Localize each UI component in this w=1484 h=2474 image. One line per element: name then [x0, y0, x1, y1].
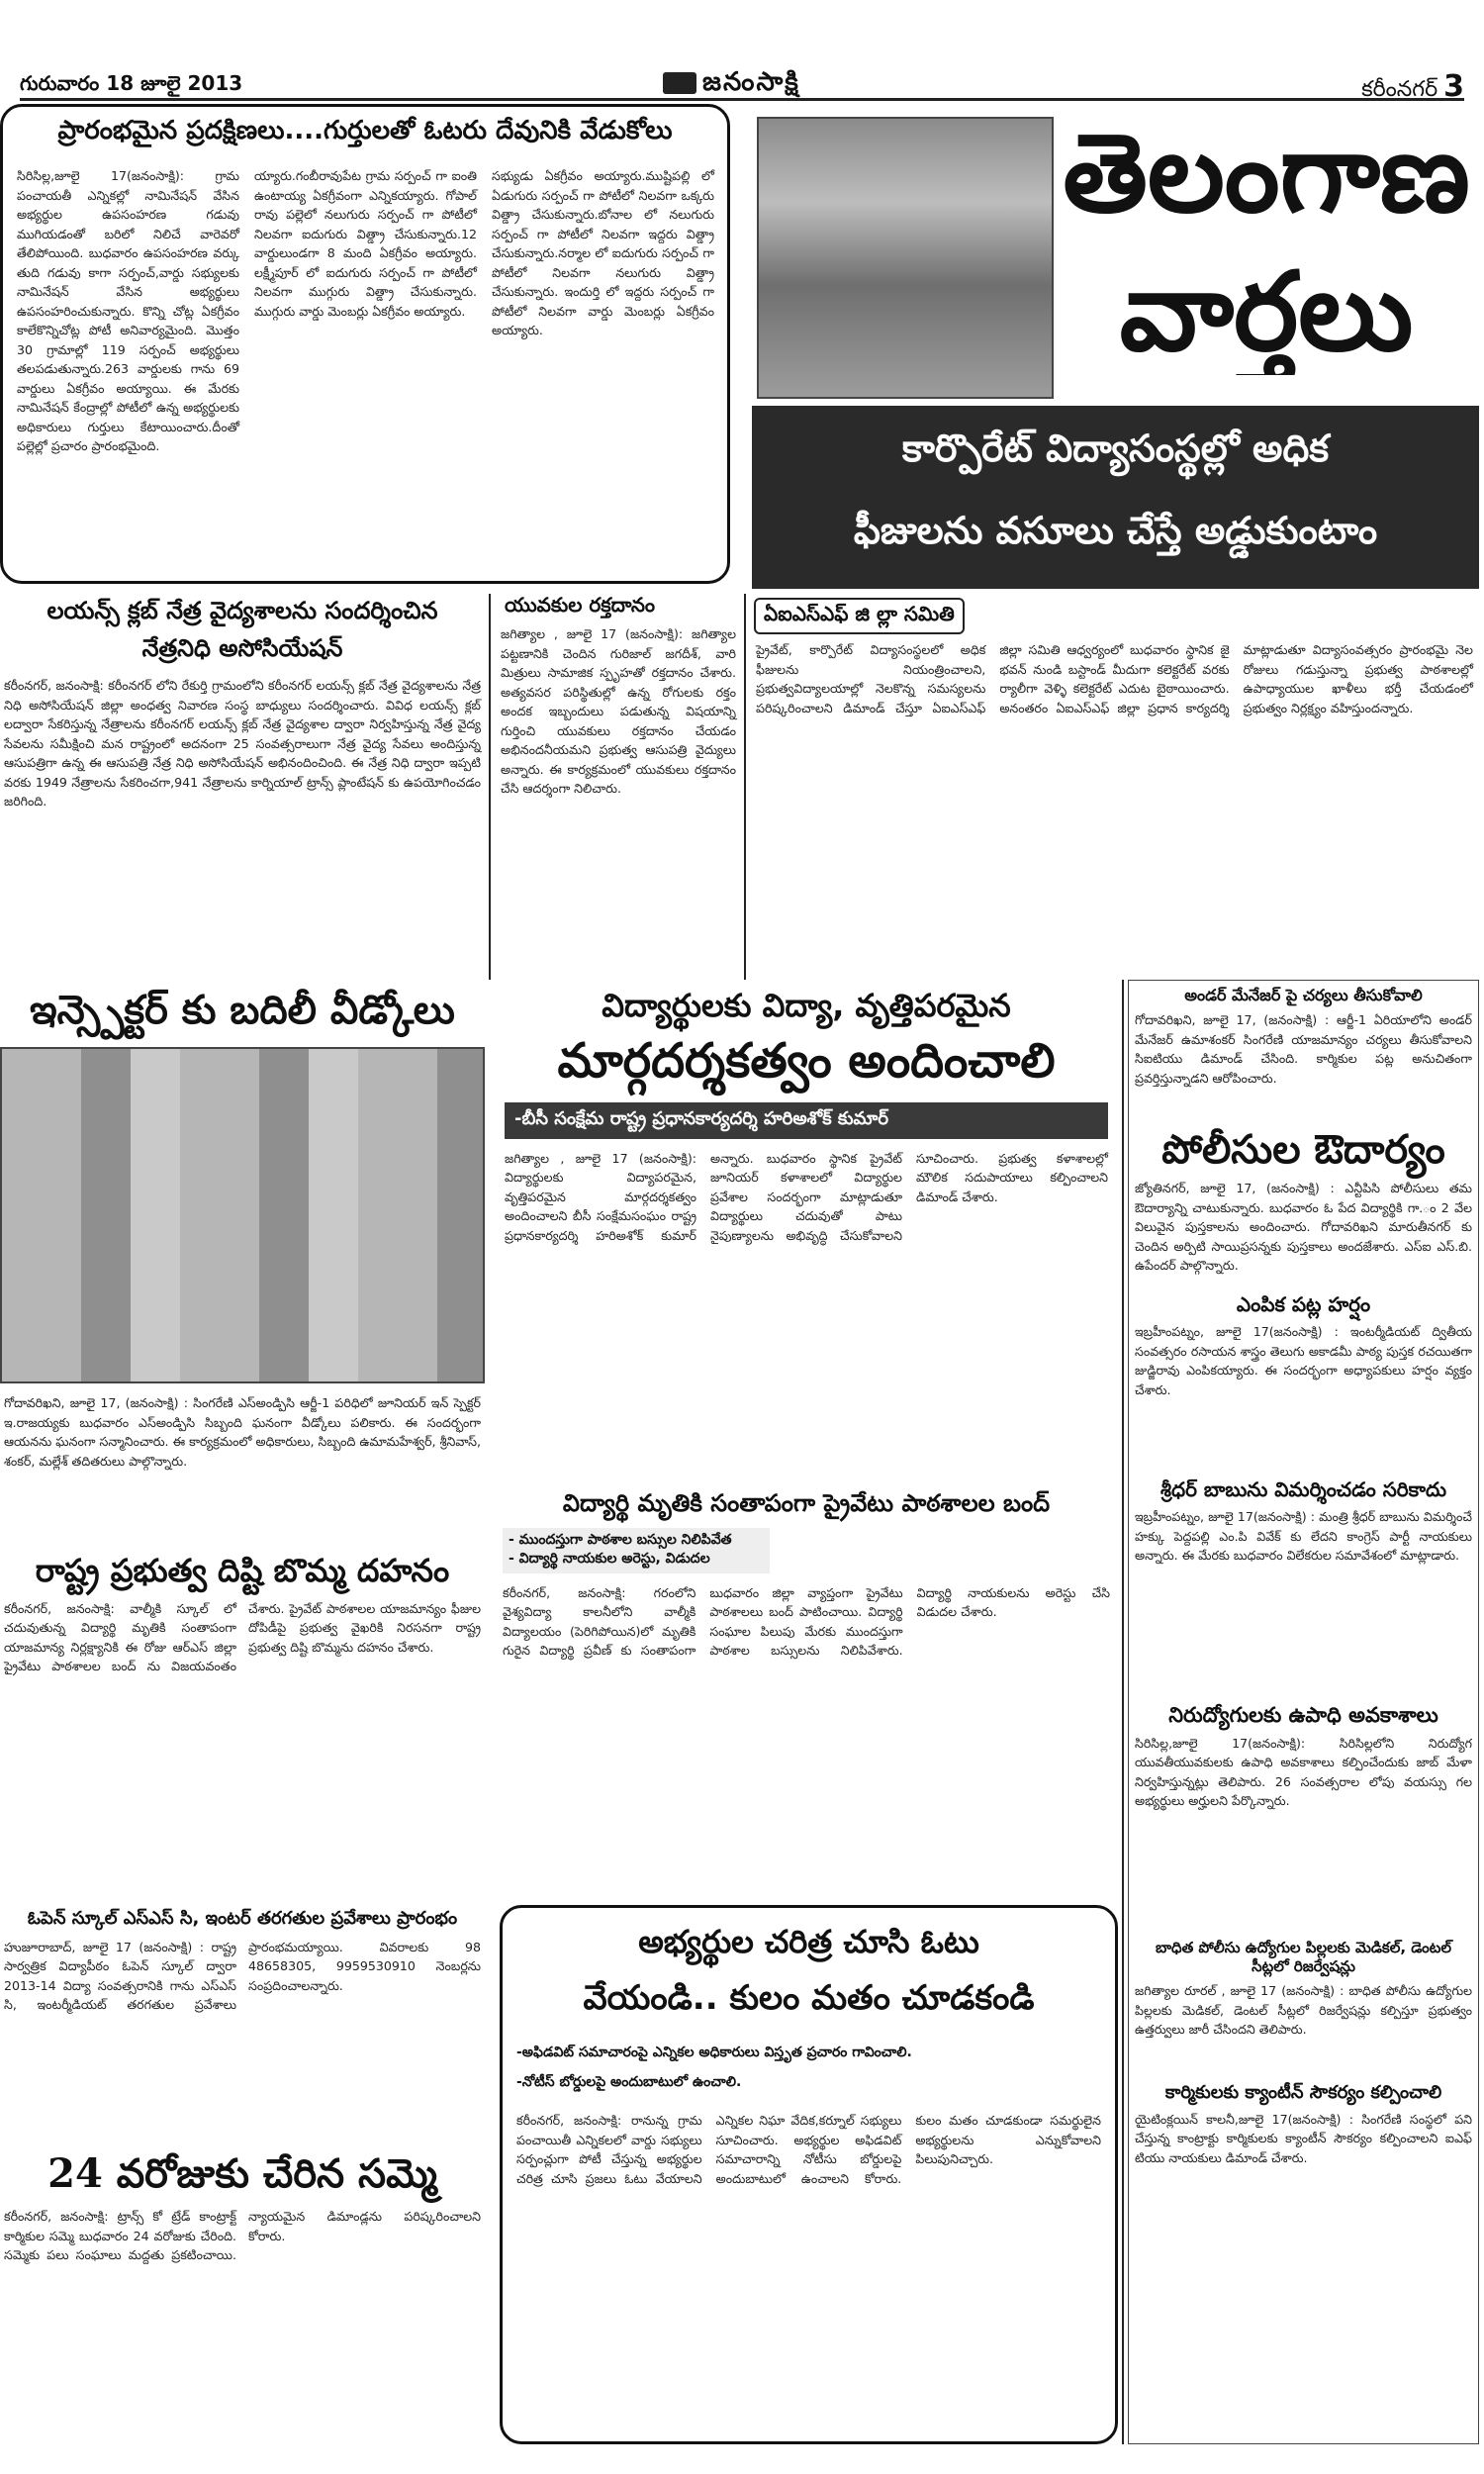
candidates-body: కరీంనగర్, జనంసాక్షి: రానున్న గ్రామ పంచాయితీ ఎన్నికలలో వార్డు సభ్యులు సర్పంచ్లుగా పోటీ చేస్తున్న అభ్యర్థుల చరిత్ర చూసి ప్రజలు ఓటు వేయాలని ఎన్నికల నిఘా వేదిక,కర్నూల్ సభ్యులు సూచించారు. అభ్యర్థుల అఫిడవిట్ సమాచారాన్ని నోటీసు బోర్డులపై అందుబాటులో ఉంచాలని కోరారు. కులం మతం చూడకుండా సమర్థులైన అభ్యర్థులను ఎన్నుకోవాలని పిలుపునిచ్చారు. — [516, 2113, 1101, 2186]
masthead-title-line2: వార్తలు — [1119, 249, 1414, 375]
candidates-headline-line1: అభ్యర్థుల చరిత్ర చూసి ఓటు — [638, 1923, 979, 1960]
youth-blood-story — [495, 594, 742, 980]
jobs-body: సిరిసిల్ల,జూలై 17(జనంసాక్షి): సిరిసిల్లలోని నిరుద్యోగ యువతీయువకులకు ఉపాధి అవకాశాలు కల్పించేందుకు జాబ్ మేళా నిర్వహిస్తున్నట్లు తెలిపారు. 26 సంవత్సరాల లోపు వయస్సు గల అభ్యర్థులు అర్హులని పేర్కొన్నారు. — [1135, 1735, 1472, 1809]
bullet-item: - విద్యార్థి నాయకుల అరెస్టు, విడుదల — [509, 1550, 710, 1567]
police-headline: పోలీసుల ఔదార్యం — [1161, 1126, 1445, 1174]
candidates-sub1: -అఫిడవిట్ సమాచారంపై ఎన్నికల అధికారులు విస్తృత ప్రచారం గావించాలి. — [516, 2045, 912, 2060]
medical-headline-line2: సీట్లలో రిజర్వేషన్లు — [1252, 1956, 1355, 1975]
under-manager-story — [1128, 980, 1479, 2444]
page-header — [20, 67, 1464, 104]
elected-body: ఇబ్రహీంపట్నం, జూలై 17(జనంసాక్షి) : ఇంటర్మీడియట్ ద్వితీయ సంవత్సరం రసాయన శాస్త్రం తెలుగు అకాడమీ పాఠ్య పుస్తక రచయితగా జుడ్జిరావు ఎంపికయ్యారు. ఈ సందర్భంగా అధ్యాపకులు హర్షం వ్యక్తం చేశారు. — [1135, 1324, 1472, 1397]
students-body: జగిత్యాల , జూలై 17 (జనంసాక్షి): విద్యార్థులకు విద్యాపరమైన, వృత్తిపరమైన మార్గదర్శకత్వం అందించాలని బీసీ సంక్షేమసంఘం రాష్ట్ర ప్రధానకార్యదర్శి హరిఅశోక్ కుమార్ అన్నారు. బుధవారం స్థానిక ప్రైవేట్ జూనియర్ కళాశాలలో విద్యార్థుల ప్రవేశాల సందర్భంగా మాట్లాడుతూ విద్యార్థులు చదువుతో పాటు నైపుణ్యాలను అభివృద్ధి చేసుకోవాలని సూచించారు. ప్రభుత్వ కళాశాలల్లో మౌలిక సదుపాయాలు కల్పించాలని డిమాండ్ చేశారు. — [505, 1150, 1108, 1243]
page-region — [1361, 69, 1464, 107]
open-school-body: హుజూరాబాద్, జూలై 17 (జనంసాక్షి) : రాష్ట్ర సార్వత్రిక విద్యాపీఠం ఓపెన్ స్కూల్ ద్వారా 2013-14 విద్యా సంవత్సరానికి గాను ఎస్ఎస్ సి, ఇంటర్మీడియట్ తరగతుల ప్రవేశాలు ప్రారంభమయ్యాయి. వివరాలకు 98 48658305, 9959530910 నెంబర్లను సంప్రదించాలన్నారు. — [4, 1939, 481, 2013]
students-headline-line2: మార్గదర్శకత్వం అందించాలి — [557, 1032, 1056, 1089]
open-school-story — [0, 1905, 485, 2142]
lions-headline-line1: లయన్స్ క్లబ్ నేత్ర వైద్యశాలను సందర్శించిన — [46, 597, 438, 624]
strike-headline: 24 వరోజుకు చేరిన సమ్మె — [47, 2150, 437, 2197]
inspector-caption: గోదావరిఖని, జూలై 17, (జనంసాక్షి) : సింగరేణి ఎస్అండ్పిసి ఆర్జీ-1 పరిధిలో జూనియర్ ఇన్ స్పెక్టర్ ఇ.రాజయ్యకు బుధవారం ఎస్అండ్పిసి సిబ్బంది ఘనంగా వీడ్కోలు పలికారు. ఈ సందర్భంగా ఆయనను ఘనంగా సన్మానించారు. ఈ కార్యక్రమంలో అధికారులు, సిబ్బంది ఉమామహేశ్వర్, శ్రీనివాస్, శంకర్, మల్లేశ్ తదితరులు పాల్గొన్నారు. — [4, 1395, 481, 1469]
effigy-body: కరీంనగర్, జనంసాక్షి: వాల్మీకి స్కూల్ లో చదువుతున్న విద్యార్థి మృతికి సంతాపంగా యాజమాన్య నిర్లక్ష్యానికి ఈ రోజు ఆర్ఎస్ జిల్లా ప్రైవేటు పాఠశాలల బంద్ ను విజయవంతం చేశారు. ప్రైవేట్ పాఠశాలల యాజమాన్యం ఫీజుల దోపిడీపై ప్రభుత్వ వైఖరికి నిరసనగా రాష్ట్ర ప్రభుత్వ దిష్టి బొమ్మను దహనం చేశారు. — [4, 1600, 481, 1674]
lead-story-body-area — [750, 594, 1479, 980]
youth-body: జగిత్యాల , జూలై 17 (జనంసాక్షి): జగిత్యాల పట్టణానికి చెందిన గురిజాల్ జగదీశ్, వారి మిత్రులు సామాజిక స్పృహతో రక్తదానం చేశారు. అత్యవసర పరిస్థితుల్లో ఉన్న రోగులకు రక్తం అందక ఇబ్బందులు పడుతున్న విషయాన్ని గుర్తించి యువకులు రక్తదానం చేయడం అభినందనీయమని ప్రభుత్వ ఆసుపత్రి వైద్యులు అన్నారు. ఈ కార్యక్రమంలో యువకులు రక్తదానం చేసి ఆదర్శంగా నిలిచారు. — [501, 626, 736, 796]
effigy-headline: రాష్ట్ర ప్రభుత్వ దిష్టి బొమ్మ దహనం — [35, 1552, 450, 1589]
divider — [489, 594, 491, 980]
lions-headline-line2: నేత్రనిధి అసోసియేషన్ — [141, 633, 343, 662]
page-date: గురువారం 18 జూలై 2013 — [20, 71, 243, 95]
candidates-headline-line2: వేయండి.. కులం మతం చూడకండి — [583, 1978, 1035, 2018]
strike-story — [0, 2147, 485, 2444]
students-byline: -బీసీ సంక్షేమ రాష్ట్ర ప్రధానకార్యదర్శి హరిఅశోక్ కుమార్ — [505, 1102, 1108, 1139]
newspaper-logo — [663, 67, 800, 103]
under-manager-headline: అండర్ మేనేజర్ పై చర్యలు తీసుకోవాలి — [1184, 986, 1423, 1004]
candidates-story — [500, 1905, 1118, 2444]
medical-body: జగిత్యాల రూరల్ , జూలై 17 (జనంసాక్షి) : బాధిత పోలీసు ఉద్యోగుల పిల్లలకు మెడికల్, డెంటల్ సీట్లలో రిజర్వేషన్లు కల్పిస్తూ ప్రభుత్వం ఉత్తర్వులు జారీ చేసిందని తెలిపారు. — [1135, 1983, 1472, 2038]
fort-photo — [757, 117, 1054, 399]
candidates-sub2: -నోటీస్ బోర్డులపై అందుబాటులో ఉంచాలి. — [516, 2074, 742, 2090]
top-left-body-col1: సిరిసిల్ల,జూలై 17(జనంసాక్షి): గ్రామ పంచాయతీ ఎన్నికల్లో నామినేషన్ వేసిన అభ్యర్థుల ఉపసంహరణ గడువు ముగియడంతో బరిలో నిలిచే వారెవరో తేలిపోయింది. బుధవారం ఉపసంహరణ వర్కు తుది గడువు కాగా సర్పంచ్,వార్డు సభ్యులకు నామినేషన్ వేసిన అభ్యర్థులు ఉపసంహరించుకున్నారు. కొన్ని చోట్ల ఏకగ్రీవం కాలేకొన్నిచోట్ల పోటీ అనివార్యమైంది. మొత్తం 30 గ్రామాల్లో 119 సర్పంచ్ అభ్యర్థులు తలపడుతున్నారు.263 వార్డులకు గాను 69 వార్డులు ఏకగ్రీవం అయ్యాయి. ఈ మేరకు నామినేషన్ కేంద్రాల్లో పోటీలో ఉన్న అభ్యర్థులకు అధికారులు గుర్తులు కేటాయించారు.దీంతో పల్లెల్లో ప్రచారం ప్రారంభమైంది. — [17, 168, 239, 453]
private-schools-story — [495, 1484, 1118, 1900]
inspector-story — [0, 980, 485, 1544]
page-number: 3 — [1443, 69, 1464, 104]
canteen-body: యైటింక్లయిన్ కాలనీ,జూలై 17(జనంసాక్షి) : సింగరేణి సంస్థలో పని చేస్తున్న కాంట్రాక్టు కార్మికులకు క్యాంటీన్ సౌకర్యం కల్పించాలని ఐఎఫ్ టియు నాయకులు డిమాండ్ చేశారు. — [1135, 2111, 1472, 2165]
lead-headline-box — [752, 406, 1479, 589]
inspector-headline: ఇన్స్పెక్టర్ కు బదిలీ వీడ్కోలు — [30, 988, 455, 1033]
top-left-headline: ప్రారంభమైన ప్రదక్షిణలు....గుర్తులతో ఓటరు దేవునికి వేడుకోలు — [57, 116, 673, 145]
logo-text: జనంసాక్షి — [702, 67, 800, 97]
elected-headline: ఎంపిక పట్ల హర్షం — [1236, 1292, 1371, 1317]
divider — [744, 594, 746, 980]
lions-body: కరీంనగర్, జనంసాక్షి: కరీంనగర్ లోని రేకుర్తి గ్రామంలోని కరీంనగర్ లయన్స్ క్లబ్ నేత్ర వైద్యశాలను నేత్ర నిధి అసోసియేషన్ జిల్లా అంధత్వ నివారణ సంస్థ బాధ్యులు సందర్శించారు. వివిధ లయన్స్ క్లబ్ లద్వారా సేకరిస్తున్న నేత్రాలను కరీంనగర్ లయన్స్ క్లబ్ నేత్ర వైద్యశాల ద్వారా నిర్వహిస్తున్న నేత్ర వైద్య సేవలను సమీక్షించి మన రాష్ట్రంలో అదనంగా 25 సంవత్సరాలుగా నేత్ర వైద్య సేవలు అందిస్తున్న ఆసుపత్రిగా ఉన్న ఈ ఆసుపత్రి నేత్ర నిధి అసోసియేషన్ అభినందించింది. ఈ నేత్ర నిధి ద్వారా ఇప్పటి వరకు 1949 నేత్రాలను సేకరించగా,941 నేత్రాలను కార్నియాల్ ట్రాన్స్ ప్లాంటేషన్ కు ఉపయోగించడం జరిగింది. — [4, 678, 481, 809]
top-left-body-col2: య్యారు.గంబీరావుపేట గ్రామ సర్పంచ్ గా ఐంతి ఉంటాయ్య ఏకగ్రీవంగా ఎన్నికయ్యారు. గోపాల్ రావు పల్లెలో నలుగురు సర్పంచ్ గా పోటీలో నిలవగా ఐదుగురు విత్డ్రా చేసుకున్నారు.12 వార్డులుండగా 8 మంది ఏకగ్రీవం అయ్యారు. లక్ష్మీపూర్ లో ఐదుగురు సర్పంచ్ గా పోటీలో నిలవగా ముగ్గురు విత్డ్రా చేసుకున్నారు. ముగ్గురు వార్డు మెంబర్లు ఏకగ్రీవం అయ్యారు. — [254, 168, 477, 319]
lead-headline-line2: ఫీజులను వసూలు చేస్తే అడ్డుకుంటాం — [853, 509, 1378, 552]
divider — [1122, 980, 1124, 2444]
private-schools-bullets — [503, 1528, 770, 1573]
top-left-body-col3: సభ్యుడు ఏకగ్రీవం అయ్యారు.ముష్టిపల్లి లో ఏడుగురు సర్పంచ్ గా పోటీలో నిలవగా ఒక్కరు విత్డ్రా చేసుకున్నారు.బోనాల లో నలుగురు సర్పంచ్ గా పోటీలో నిలవగా ఇద్దరు విత్డ్రా చేసుకున్నారు.నర్మాల లో ఐదుగురు సర్పంచ్ గా పోటీలో నిలవగా నలుగురు విత్డ్రా చేసుకున్నారు. ఇందుర్తి లో ఇద్దరు సర్పంచ్ గా పోటీలో నిలవగా వార్డు మెంబర్లు ఏకగ్రీవం అయ్యారు. — [492, 168, 714, 337]
youth-headline: యువకుల రక్తదానం — [505, 594, 656, 617]
logo-icon — [663, 72, 696, 94]
top-left-story — [0, 104, 730, 584]
sridhar-body: ఇబ్రహీంపట్నం, జూలై 17(జనంసాక్షి) : మంత్రి శ్రీధర్ బాబును విమర్శించే హక్కు పెద్దపల్లి ఎం.పి వివేక్ కు లేదని కాంగ్రెస్ పార్టీ నాయకులు అన్నారు. ఈ మేరకు బుధవారం విలేకరుల సమావేశంలో మాట్లాడారు. — [1135, 1509, 1472, 1564]
region-name: కరీంనగర్ — [1361, 77, 1438, 102]
effigy-story — [0, 1549, 485, 1905]
canteen-headline: కార్మికులకు క్యాంటీన్ సౌకర్యం కల్పించాలి — [1164, 2082, 1442, 2104]
farewell-photo — [0, 1047, 485, 1383]
students-story — [495, 980, 1118, 1479]
bullet-item: - ముందస్తుగా పాఠశాల బస్సుల నిలిపివేత — [509, 1531, 732, 1548]
masthead-title-line1: తెలంగాణ — [1063, 111, 1470, 237]
sridhar-headline: శ్రీధర్ బాబును విమర్శించడం సరికాదు — [1159, 1477, 1447, 1502]
police-body: జ్యోతినగర్, జూలై 17, (జనంసాక్షి) : ఎన్టీపిసి పోలీసులు తమ ఔదార్యాన్ని చాటుకున్నారు. బుధవారం ఓ పేద విద్యార్థికి గా.ం 2 వేల విలువైన పుస్తకాలను అందించారు. గోదావరిఖని మారుతీనగర్ కు చెందిన అర్పిటి సాయిప్రసన్నకు పుస్తకాలు అందజేశారు. ఎస్ఐ ఎస్.బి. ఉపేందర్ పాల్గొన్నారు. — [1135, 1181, 1472, 1274]
lead-kicker: ఏఐఎస్ఎఫ్ జి ల్లా సమితి — [754, 598, 965, 634]
open-school-headline: ఓపెన్ స్కూల్ ఎస్ఎస్ సి, ఇంటర్ తరగతుల ప్రవేశాలు ప్రారంభం — [27, 1908, 458, 1929]
lead-headline-line1: కార్పొరేట్ విద్యాసంస్థల్లో అధిక — [901, 427, 1330, 470]
jobs-headline: నిరుద్యోగులకు ఉపాధి అవకాశాలు — [1168, 1703, 1438, 1728]
lead-body: ప్రైవేట్, కార్పొరేట్ విద్యాసంస్థలలో అధిక ఫీజులను నియంత్రించాలని, ప్రభుత్వవిద్యాలయాల్లో నెలకొన్న సమస్యలను పరిష్కరించాలని డిమాండ్ చేస్తూ ఏఐఎస్ఎఫ్ జిల్లా సమితి ఆధ్వర్యంలో బుధవారం స్థానిక జై భవన్ నుండి బస్టాండ్ మీదుగా కలెక్టరేట్ వరకు ర్యాలీగా వెళ్ళి కలెక్టరేట్ ఎదుట బైఠాయించారు. అనంతరం ఏఐఎస్ఎఫ్ జిల్లా ప్రధాన కార్యదర్శి మాట్లాడుతూ విద్యాసంవత్సరం ప్రారంభమై నెల రోజులు గడుస్తున్నా ప్రభుత్వ పాఠశాలల్లో ఉపాధ్యాయుల ఖాళీలు భర్తీ చేయడంలో ప్రభుత్వం నిర్లక్ష్యం వహిస్తుందన్నారు. — [756, 642, 1473, 715]
students-headline-line1: విద్యార్థులకు విద్యా, వృత్తిపరమైన — [602, 987, 1011, 1024]
strike-body: కరీంనగర్, జనంసాక్షి: ట్రాన్స్ కో ట్రేడ్ కాంట్రాక్ట్ కార్మికుల సమ్మె బుధవారం 24 వరోజుకు చేరింది. సమ్మెకు పలు సంఘాలు మద్దతు ప్రకటించాయి. న్యాయమైన డిమాండ్లను పరిష్కరించాలని కోరారు. — [4, 2209, 481, 2262]
under-manager-body: గోదావరిఖని, జూలై 17, (జనంసాక్షి) : ఆర్జీ-1 ఏరియాలోని అండర్ మేనేజర్ ఉమాశంకర్ సింగరేణి యాజమాన్యం చర్యలు తీసుకోవాలని సిఐటియు డిమాండ్ చేసింది. కార్మికుల పట్ల అనుచితంగా ప్రవర్తిస్తున్నాడని ఆరోపించారు. — [1135, 1012, 1472, 1086]
private-schools-body: కరీంనగర్, జనంసాక్షి: గరంలోని వైశ్యవిద్యా కాలనీలోని వాల్మీకి విద్యాలయం (పెరిగిపోయిన)లో మృతికి గురైన విద్యార్థి ప్రవీణ్ కు సంతాపంగా బుధవారం జిల్లా వ్యాప్తంగా ప్రైవేటు పాఠశాలలు బంద్ పాటించాయి. విద్యార్థి సంఘాల పిలుపు మేరకు ముందస్తుగా పాఠశాల బస్సులను నిలిపివేశారు. విద్యార్థి నాయకులను అరెస్టు చేసి విడుదల చేశారు. — [503, 1584, 1110, 1659]
private-schools-headline: విద్యార్థి మృతికి సంతాపంగా ప్రైవేటు పాఠశాలల బంద్ — [562, 1489, 1051, 1517]
medical-headline-line1: బాధిత పోలీసు ఉద్యోగుల పిల్లలకు మెడికల్, డెంటల్ — [1155, 1938, 1452, 1956]
